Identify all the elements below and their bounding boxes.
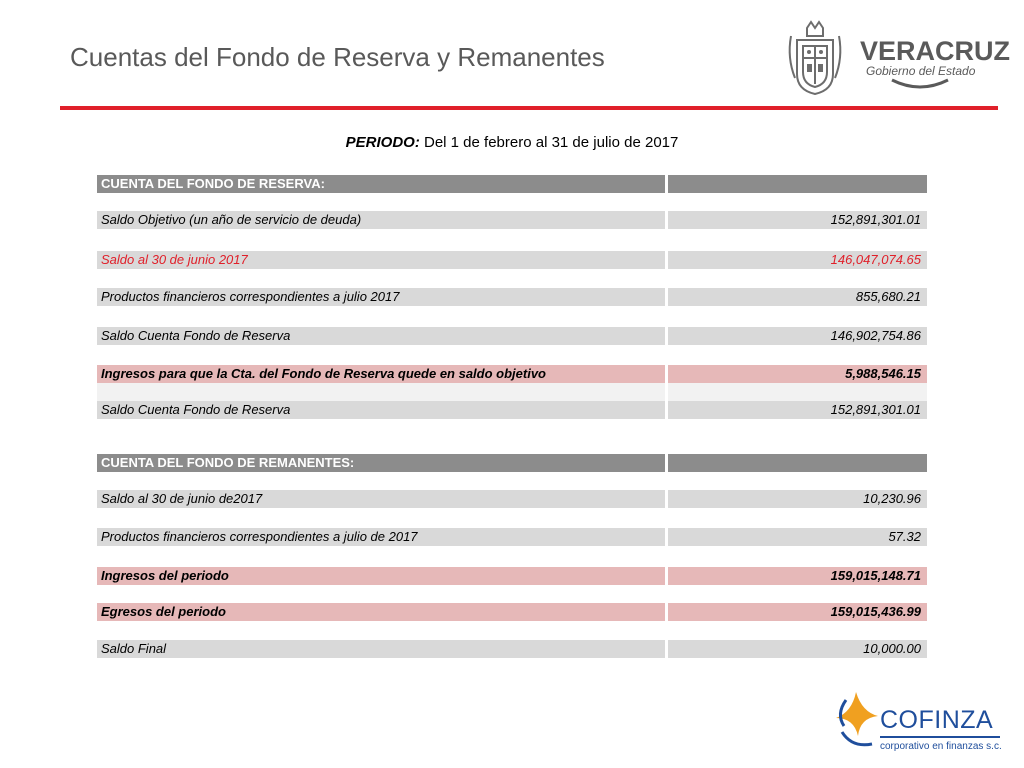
period-label: PERIODO: [345,134,420,151]
brand-name: VERACRUZ [860,36,1011,66]
reserva-header-row [97,175,927,193]
row-value: 146,902,754.86 [668,327,927,345]
row-label: Ingresos para que la Cta. del Fondo de Reserva quede en saldo objetivo [97,365,665,383]
blank-row [97,383,927,401]
cofinza-underline [880,736,1000,738]
row-value: 10,230.96 [668,490,927,508]
row-value: 152,891,301.01 [668,401,927,419]
table-row [97,327,927,345]
period-text: Del 1 de febrero al 31 de julio de 2017 [419,134,679,151]
table-row [97,211,927,229]
table-row [97,251,927,269]
table-row [97,603,927,621]
row-label: Productos financieros correspondientes a julio de 2017 [97,528,665,546]
row-label: Egresos del periodo [97,603,665,621]
row-value: 146,047,074.65 [668,251,927,269]
cofinza-tagline: corporativo en finanzas s.c. [880,741,1002,752]
table-row [97,401,927,419]
swoosh-icon [890,78,950,92]
row-label: Saldo al 30 de junio de2017 [97,490,665,508]
row-value: 57.32 [668,528,927,546]
veracruz-brand [860,38,1010,78]
table-row [97,640,927,658]
table-row [97,288,927,306]
header-divider [60,106,998,110]
row-value: 159,015,148.71 [668,567,927,585]
table-row [97,567,927,585]
row-label: Saldo Cuenta Fondo de Reserva [97,327,665,345]
reserva-header: CUENTA DEL FONDO DE RESERVA: [97,175,665,193]
row-value: 159,015,436.99 [668,603,927,621]
row-label: Saldo Objetivo (un año de servicio de deuda) [97,211,665,229]
coat-of-arms-logo [783,18,847,96]
remanentes-header-row [97,454,927,472]
row-value: 855,680.21 [668,288,927,306]
cofinza-name: COFINZA [880,706,994,734]
star-swirl-icon [832,688,882,758]
table-row [97,365,927,383]
row-label: Productos financieros correspondientes a julio 2017 [97,288,665,306]
table-row [97,528,927,546]
table-row [97,490,927,508]
cofinza-logo [832,688,1004,764]
row-label: Saldo al 30 de junio 2017 [97,251,665,269]
row-value: 5,988,546.15 [668,365,927,383]
page-title: Cuentas del Fondo de Reserva y Remanentes [70,42,605,72]
row-value: 10,000.00 [668,640,927,658]
row-label: Ingresos del periodo [97,567,665,585]
row-label: Saldo Final [97,640,665,658]
brand-subtitle: Gobierno del Estado [866,64,976,78]
period-line [0,134,1024,151]
row-label: Saldo Cuenta Fondo de Reserva [97,401,665,419]
row-value: 152,891,301.01 [668,211,927,229]
remanentes-header: CUENTA DEL FONDO DE REMANENTES: [97,454,665,472]
